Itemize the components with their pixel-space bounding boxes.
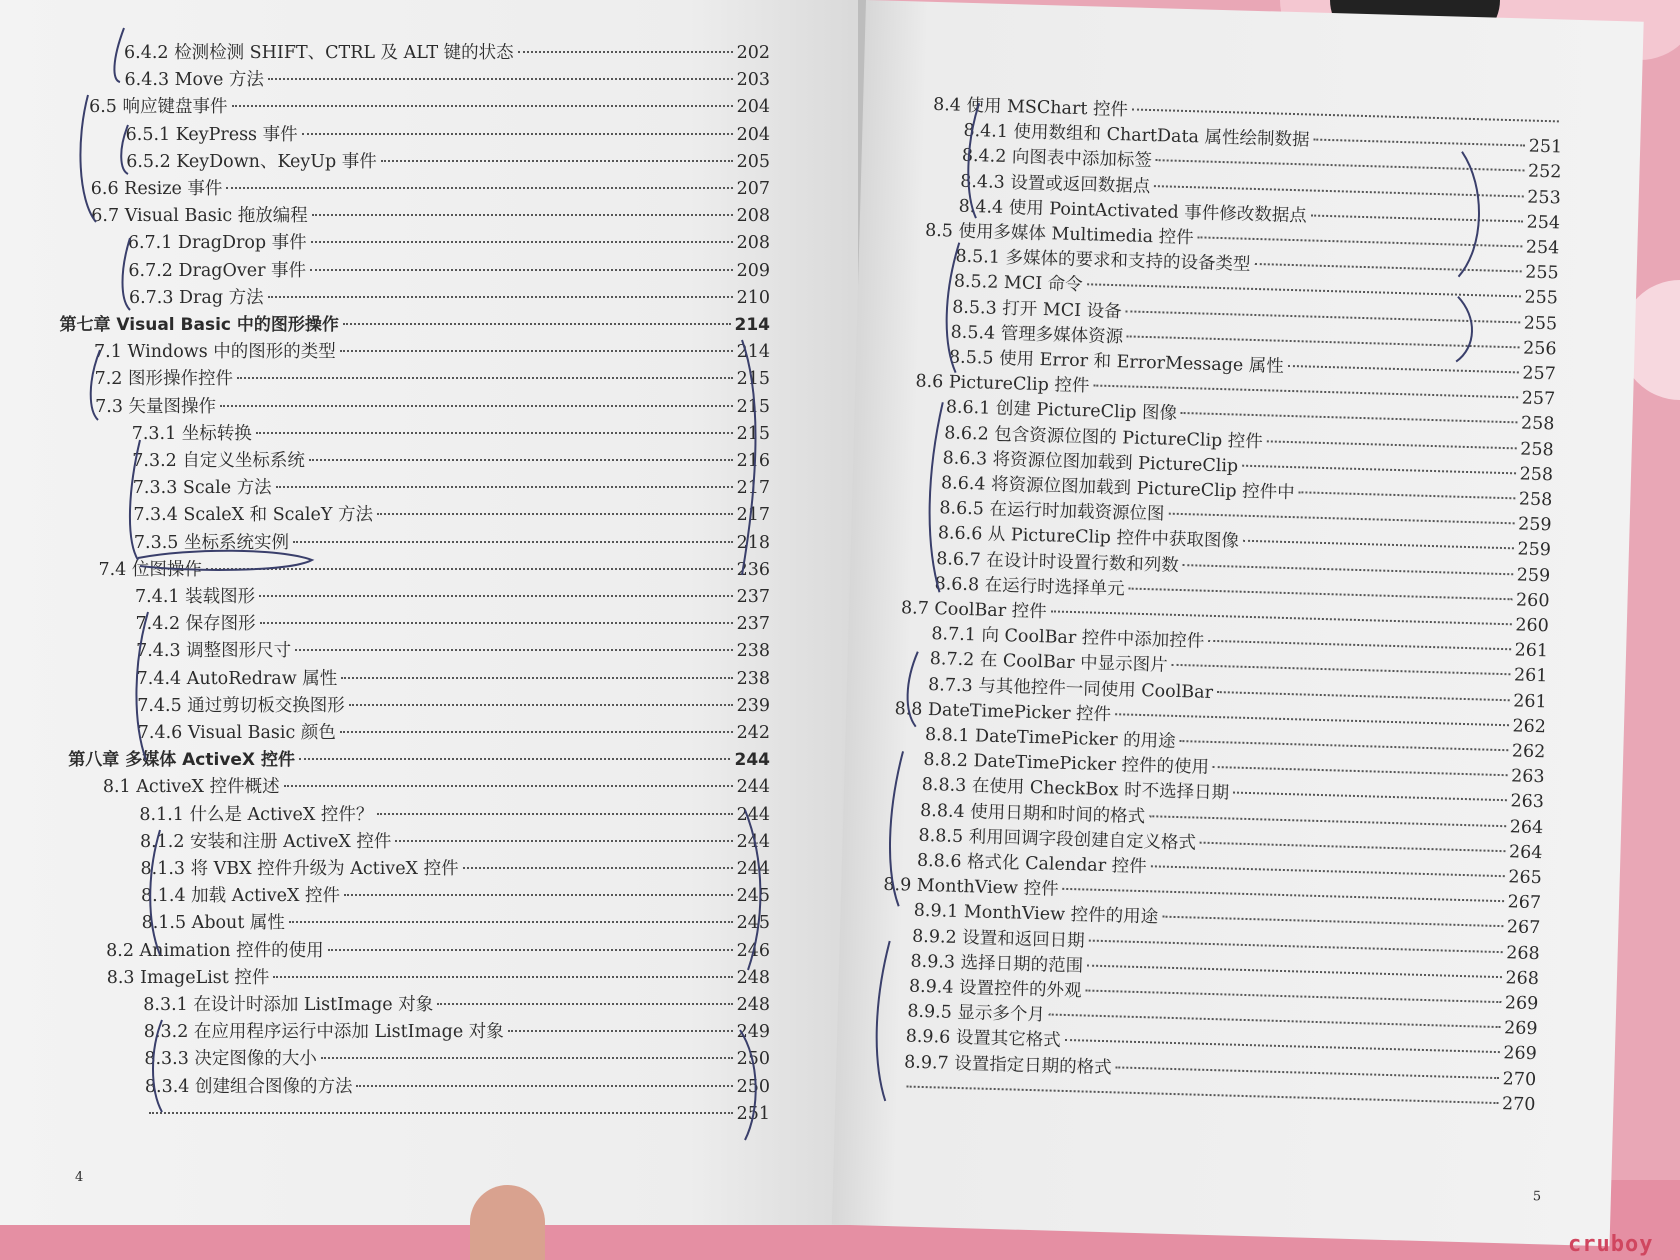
toc-entry (94, 341, 770, 363)
toc-leader-dots (1085, 990, 1500, 1004)
toc-entry-title: 8.7 CoolBar 控件 (900, 598, 1047, 623)
toc-entry-title: 7.3 矢量图操作 (95, 396, 217, 417)
toc-leader-dots (259, 595, 733, 597)
toc-leader-dots (237, 377, 733, 379)
toc-leader-dots (1213, 766, 1507, 776)
toc-entry-page: 261 (1513, 665, 1548, 687)
toc-leader-dots (1313, 139, 1524, 147)
toc-entry-title: 8.1.4 加载 ActiveX 控件 (141, 886, 341, 907)
toc-leader-dots (344, 894, 733, 896)
toc-entry-title: 8.1.3 将 VBX 控件升级为 ActiveX 控件 (140, 859, 459, 879)
toc-entry-page: 244 (736, 777, 770, 798)
toc-entry-title: 8.9.6 设置其它格式 (905, 1026, 1062, 1052)
toc-leader-dots (1089, 939, 1503, 953)
toc-entry-page: 268 (1505, 942, 1540, 964)
toc-entry-page: 264 (1509, 816, 1544, 838)
toc-entry-page: 260 (1515, 615, 1550, 637)
toc-entry-title: 8.4.1 使用数组和 ChartData 属性绘制数据 (963, 120, 1310, 151)
toc-entry-title: 7.2 图形操作控件 (94, 369, 233, 390)
toc-entry-page: 217 (736, 505, 770, 526)
toc-entry-page: 237 (736, 587, 770, 607)
toc-entry (144, 1048, 770, 1070)
photographer-thumb (470, 1185, 545, 1260)
toc-entry (98, 559, 770, 581)
toc-entry (124, 42, 770, 64)
toc-entry-page: 251 (736, 1103, 770, 1124)
toc-entry-title: 8.5.1 多媒体的要求和支持的设备类型 (955, 246, 1251, 276)
toc-leader-dots (1200, 841, 1505, 852)
toc-entry-title: 8.6.8 在运行时选择单元 (934, 573, 1125, 600)
toc-leader-dots (312, 214, 733, 216)
toc-entry-title: 8.3.4 创建组合图像的方法 (144, 1076, 353, 1097)
toc-entry-title: 8.6 PictureClip 控件 (915, 371, 1090, 397)
toc-entry-page: 263 (1510, 791, 1545, 813)
toc-leader-dots (341, 677, 732, 679)
toc-entry-title: 7.4.4 AutoRedraw 属性 (136, 668, 338, 689)
toc-entry (133, 504, 770, 526)
toc-entry-page: 215 (736, 369, 770, 390)
toc-entry-page: 244 (736, 859, 770, 879)
toc-entry-page: 252 (1527, 161, 1562, 183)
toc-entry-page: 236 (736, 559, 770, 580)
toc-entry (91, 205, 770, 227)
toc-leader-dots (1154, 185, 1523, 197)
toc-leader-dots (1162, 916, 1503, 928)
toc-entry (132, 423, 770, 445)
toc-entry-title: 6.5 响应键盘事件 (89, 97, 228, 118)
toc-entry-page: 249 (736, 1022, 770, 1043)
toc-entry-page: 253 (1527, 187, 1562, 209)
toc-entry (129, 287, 770, 309)
toc-entry-page: 258 (1520, 413, 1555, 435)
toc-entry-page: 260 (1515, 590, 1550, 612)
toc-entry-title: 8.1.2 安装和注册 ActiveX 控件 (139, 831, 392, 852)
toc-leader-dots (437, 1003, 732, 1005)
toc-entry-title: 8.5 使用多媒体 Multimedia 控件 (924, 220, 1194, 249)
toc-entry-title: 8.3.1 在设计时添加 ListImage 对象 (143, 995, 434, 1015)
toc-leader-dots (1116, 1066, 1499, 1079)
toc-entry-title: 8.6.2 包含资源位图的 PictureClip 控件 (943, 422, 1264, 452)
toc-entry (103, 776, 770, 798)
toc-leader-dots (260, 622, 733, 624)
toc-entry-page: 242 (736, 723, 770, 743)
toc-entry-title: 7.4.2 保存图形 (135, 614, 256, 635)
toc-leader-dots (518, 51, 733, 53)
toc-entry-page: 208 (736, 233, 770, 254)
toc-entry-page: 244 (736, 804, 770, 825)
toc-leader-dots (149, 1112, 732, 1114)
toc-entry-title: 8.8.5 利用回调字段创建自定义格式 (918, 825, 1197, 854)
toc-entry-page: 264 (1508, 842, 1543, 864)
toc-leader-dots (276, 486, 733, 488)
toc-entry (107, 967, 770, 989)
toc-entry-page: 265 (1508, 867, 1543, 889)
toc-entry-title: 6.7.3 Drag 方法 (128, 287, 264, 308)
toc-entry (145, 1076, 770, 1098)
toc-entry (132, 450, 770, 472)
toc-entry-page: 263 (1510, 766, 1545, 788)
toc-leader-dots (1049, 1014, 1500, 1029)
toc-entry-title: 8.6.3 将资源位图加载到 PictureClip (942, 448, 1239, 477)
toc-entry-page: 258 (1519, 464, 1554, 486)
toc-entry-title: 8.7.3 与其他控件一同使用 CoolBar (927, 674, 1214, 703)
toc-entry-title: 6.6 Resize 事件 (90, 179, 223, 199)
toc-entry-title: 8.6.7 在设计时设置行数和列数 (935, 548, 1180, 576)
toc-leader-dots (1242, 464, 1515, 474)
toc-entry-title: 8.1.1 什么是 ActiveX 控件？ (139, 804, 374, 825)
toc-entry-title: 8.3.3 决定图像的大小 (144, 1049, 317, 1070)
toc-leader-dots (293, 541, 733, 543)
toc-entry-page: 254 (1525, 237, 1560, 259)
toc-entry-page: 248 (736, 995, 770, 1015)
toc-entry-page: 270 (1501, 1093, 1536, 1115)
toc-entry-title: 6.5.1 KeyPress 事件 (125, 124, 298, 145)
toc-entry-page: 257 (1522, 363, 1557, 385)
toc-entry-page: 239 (736, 695, 770, 716)
toc-entry-page: 262 (1512, 716, 1547, 738)
toc-entry-page: 244 (734, 750, 770, 771)
toc-leader-dots (1180, 740, 1508, 751)
toc-entry-title: 8.9.2 设置和返回日期 (911, 926, 1085, 952)
toc-leader-dots (1168, 513, 1514, 525)
toc-entry-page: 202 (736, 43, 770, 63)
toc-entry (60, 314, 771, 336)
toc-leader-dots (1208, 640, 1510, 650)
toc-leader-dots (226, 187, 732, 189)
toc-entry (141, 885, 770, 907)
toc-entry-title: 7.3.4 ScaleX 和 ScaleY 方法 (133, 505, 373, 526)
toc-entry-title: 8.8.4 使用日期和时间的格式 (919, 800, 1146, 827)
toc-leader-dots (1115, 713, 1509, 726)
toc-entry-page: 245 (736, 913, 770, 934)
toc-entry-page: 214 (734, 315, 770, 335)
toc-entry-title: 8.1.5 About 属性 (141, 913, 285, 934)
toc-entry (126, 124, 770, 146)
toc-entry-page: 244 (736, 831, 770, 852)
toc-leader-dots (311, 241, 733, 243)
toc-entry-title: 8.7.2 在 CoolBar 中显示图片 (929, 649, 1168, 677)
page-number-left: 4 (75, 1170, 84, 1185)
toc-entry-title: 7.3.3 Scale 方法 (132, 478, 272, 499)
toc-entry-page: 261 (1514, 640, 1549, 662)
toc-entry-title: 6.4.3 Move 方法 (124, 70, 264, 91)
toc-entry-page: 259 (1517, 514, 1552, 536)
toc-leader-dots (289, 921, 733, 923)
toc-entry-title: 8.2 Animation 控件的使用 (106, 940, 324, 961)
toc-leader-dots (273, 976, 732, 978)
toc-entry-title: 8.5.5 使用 Error 和 ErrorMessage 属性 (948, 347, 1285, 377)
toc-leader-dots (1233, 792, 1506, 802)
toc-leader-dots (1183, 564, 1513, 575)
toc-entry-title: 8.5.3 打开 MCI 设备 (951, 297, 1122, 322)
toc-entry-page: 245 (736, 886, 770, 907)
toc-entry-page: 209 (736, 260, 770, 281)
toc-leader-dots (1311, 214, 1523, 222)
toc-entry-title: 第七章 Visual Basic 中的图形操作 (59, 315, 339, 335)
toc-entry-page: 261 (1512, 690, 1547, 712)
toc-leader-dots (1063, 888, 1504, 902)
toc-leader-dots (1156, 160, 1524, 172)
toc-entry (106, 940, 770, 962)
toc-leader-dots (1217, 691, 1509, 701)
toc-leader-dots (232, 105, 733, 107)
toc-entry (144, 1021, 770, 1043)
toc-entry-title: 6.7.1 DragDrop 事件 (127, 233, 307, 254)
toc-entry (140, 831, 770, 853)
toc-entry (138, 722, 770, 744)
toc-entry (139, 804, 770, 826)
toc-leader-dots (1198, 236, 1522, 247)
toc-leader-dots (1065, 1039, 1500, 1053)
toc-entry-page: 237 (736, 614, 770, 635)
toc-leader-dots (310, 269, 733, 271)
toc-leader-dots (1087, 964, 1501, 978)
toc-leader-dots (256, 432, 733, 434)
toc-entry-title: 8.9.1 MonthView 控件的用途 (913, 901, 1159, 928)
toc-entry (136, 640, 770, 662)
toc-leader-dots (268, 296, 733, 298)
toc-entry-title: 8.4 使用 MSChart 控件 (932, 94, 1129, 121)
toc-entry (89, 96, 770, 118)
toc-entry (68, 749, 770, 771)
toc-entry (128, 260, 770, 282)
toc-leader-dots (340, 731, 733, 733)
toc-leader-dots (377, 513, 733, 515)
toc-entry-page: 246 (736, 940, 770, 961)
toc-entry-title: 8.8.2 DateTimePicker 控件的使用 (923, 750, 1210, 779)
left-page (0, 0, 862, 1225)
toc-entry-title: 8.4.3 设置或返回数据点 (959, 171, 1151, 197)
toc-entry-title: 8.8.6 格式化 Calendar 控件 (916, 850, 1147, 878)
toc-entry-page: 218 (736, 532, 770, 553)
toc-leader-dots (302, 133, 733, 135)
toc-leader-dots (1181, 412, 1517, 423)
toc-entry (145, 1103, 770, 1125)
toc-entry-page: 259 (1516, 564, 1551, 586)
toc-entry (142, 912, 770, 934)
toc-entry-page: 267 (1507, 892, 1542, 914)
toc-entry-page: 248 (736, 967, 770, 988)
toc-entry-title: 8.9.5 显示多个月 (907, 1001, 1046, 1026)
toc-entry-page: 205 (736, 151, 770, 172)
toc-entry-title: 7.3.1 坐标转换 (131, 423, 252, 444)
toc-leader-dots (377, 813, 732, 815)
toc-entry-title: 8.4.2 向图表中添加标签 (961, 146, 1153, 172)
toc-entry-title: 6.7 Visual Basic 拖放编程 (91, 206, 308, 227)
toc-entry-page: 256 (1522, 338, 1557, 360)
toc-entry-title: 8.3 ImageList 控件 (106, 967, 270, 988)
toc-entry-title: 7.4.5 通过剪切板交换图形 (137, 695, 345, 716)
toc-entry-page: 210 (736, 287, 770, 308)
toc-entry (91, 178, 770, 200)
toc-entry-page: 257 (1521, 388, 1556, 410)
toc-entry-page: 238 (736, 641, 770, 662)
toc-entry-title: 8.9.3 选择日期的范围 (910, 951, 1084, 977)
toc-entry-title: 8.8 DateTimePicker 控件 (894, 698, 1112, 725)
toc-entry-page: 203 (736, 70, 770, 91)
toc-entry-page: 255 (1524, 262, 1559, 284)
toc-entry-page: 258 (1518, 489, 1553, 511)
toc-entry-title: 7.4.3 调整图形尺寸 (136, 641, 292, 662)
toc-leader-dots (395, 840, 732, 842)
toc-leader-dots (321, 1057, 733, 1059)
toc-leader-dots (508, 1030, 733, 1032)
toc-leader-dots (340, 350, 733, 352)
toc-entry-page: 268 (1505, 968, 1540, 989)
toc-entry-page: 250 (736, 1049, 770, 1070)
toc-entry-title: 7.4 位图操作 (98, 559, 202, 580)
toc-entry-title: 8.6.5 在运行时加载资源位图 (939, 498, 1165, 525)
toc-entry-title: 8.7.1 向 CoolBar 控件中添加控件 (931, 624, 1205, 652)
toc-leader-dots (206, 568, 733, 570)
toc-leader-dots (1299, 491, 1515, 499)
toc-leader-dots (907, 1085, 1499, 1104)
toc-entry-page: 254 (1526, 212, 1561, 234)
toc-entry-page: 216 (736, 451, 770, 471)
toc-entry-page: 215 (736, 423, 770, 444)
toc-entry-title: 7.3.5 坐标系统实例 (133, 532, 289, 553)
toc-entry-page: 215 (736, 396, 770, 417)
toc-entry-title: 8.6.4 将资源位图加载到 PictureClip 控件中 (940, 473, 1295, 504)
toc-leader-dots (1288, 365, 1519, 373)
toc-entry (143, 994, 770, 1016)
toc-entry-page: 255 (1524, 287, 1559, 309)
toc-entry-page: 250 (736, 1076, 770, 1097)
toc-leader-dots (1132, 108, 1559, 122)
toc-leader-dots (1267, 440, 1517, 449)
toc-entry-title: 8.3.2 在应用程序运行中添加 ListImage 对象 (143, 1022, 504, 1043)
toc-entry-page: 238 (736, 668, 770, 689)
toc-entry-page: 269 (1503, 1043, 1538, 1065)
toc-leader-dots (1172, 664, 1510, 675)
toc-entry (95, 396, 770, 418)
toc-leader-dots (1243, 540, 1514, 550)
toc-entry-page: 269 (1503, 1018, 1538, 1040)
toc-leader-dots (1149, 815, 1506, 827)
toc-entry-page: 269 (1504, 993, 1539, 1015)
toc-entry-title: 8.6.6 从 PictureClip 控件中获取图像 (937, 523, 1240, 553)
toc-entry-page: 267 (1506, 917, 1541, 939)
toc-entry-title: 第八章 多媒体 ActiveX 控件 (68, 750, 295, 771)
toc-entry-title: 8.8.1 DateTimePicker 的用途 (924, 724, 1176, 752)
toc-entry-title: 7.1 Windows 中的图形的类型 (94, 342, 336, 363)
toc-leader-dots (343, 323, 731, 325)
toc-leader-dots (268, 78, 733, 80)
toc-entry-title: 6.5.2 KeyDown、KeyUp 事件 (126, 151, 377, 172)
toc-leader-dots (349, 704, 733, 706)
toc-leader-dots (309, 459, 733, 461)
toc-entry (135, 586, 770, 608)
toc-entry-page: 255 (1523, 313, 1558, 335)
toc-entry-title: 8.5.2 MCI 命令 (953, 271, 1083, 296)
toc-entry-title: 8.6.1 创建 PictureClip 图像 (945, 397, 1178, 425)
toc-entry (126, 151, 770, 173)
toc-entry-title: 7.4.1 装载图形 (135, 587, 256, 607)
toc-entry-page: 262 (1511, 741, 1546, 763)
toc-entry (137, 695, 770, 717)
toc-entry-page: 204 (736, 124, 770, 145)
toc-leader-dots (328, 949, 733, 951)
toc-entry-title: 8.9.4 设置控件的外观 (908, 976, 1082, 1002)
toc-leader-dots (299, 758, 731, 760)
toc-leader-dots (1126, 310, 1520, 323)
toc-entry-page: 208 (736, 206, 770, 227)
toc-entry-title: 8.8.3 在使用 CheckBox 时不选择日期 (921, 775, 1230, 804)
toc-leader-dots (284, 785, 733, 787)
toc-entry-title: 8.5.4 管理多媒体资源 (950, 322, 1124, 348)
toc-entry (137, 668, 770, 690)
toc-entry-title: 6.7.2 DragOver 事件 (128, 260, 307, 281)
toc-leader-dots (381, 160, 733, 162)
toc-entry-title: 8.9 MonthView 控件 (883, 875, 1059, 900)
toc-leader-dots (1254, 263, 1521, 272)
toc-leader-dots (295, 649, 732, 651)
toc-entry-title: 7.3.2 自定义坐标系统 (132, 451, 305, 471)
toc-leader-dots (356, 1085, 732, 1087)
toc-leader-dots (1151, 865, 1505, 877)
toc-entry-page: 259 (1517, 539, 1552, 561)
toc-entry-title: 8.1 ActiveX 控件概述 (102, 777, 280, 798)
toc-entry-title: 8.4.4 使用 PointActivated 事件修改数据点 (958, 196, 1308, 227)
toc-entry (141, 858, 771, 880)
toc-leader-dots (1127, 335, 1519, 348)
page-number-right: 5 (1532, 1189, 1542, 1205)
toc-entry (133, 477, 770, 499)
toc-leader-dots (220, 405, 733, 407)
toc-entry-title: 7.4.6 Visual Basic 颜色 (137, 723, 336, 743)
toc-leader-dots (1129, 587, 1513, 600)
watermark: cruboy (1568, 1232, 1654, 1257)
toc-entry (128, 232, 770, 254)
toc-leader-dots (463, 867, 733, 869)
toc-leader-dots (1087, 284, 1521, 298)
toc-entry-title: 8.9.7 设置指定日期的格式 (903, 1052, 1112, 1078)
toc-leader-dots (1051, 610, 1512, 625)
toc-leader-dots (1093, 385, 1517, 399)
toc-entry-page: 251 (1528, 136, 1563, 158)
toc-entry (134, 532, 770, 554)
toc-entry-page: 214 (736, 342, 770, 363)
toc-entry-page: 270 (1502, 1068, 1537, 1090)
right-page (832, 0, 1644, 1246)
toc-entry-title: 6.4.2 检测检测 SHIFT、CTRL 及 ALT 键的状态 (124, 43, 514, 63)
toc-entry-page: 258 (1520, 439, 1554, 460)
toc-entry-page: 217 (736, 478, 770, 499)
toc-entry-page: 204 (736, 97, 770, 118)
toc-entry-page: 207 (736, 179, 770, 199)
toc-entry (95, 368, 770, 390)
toc-entry (136, 613, 770, 635)
toc-entry (125, 69, 770, 91)
